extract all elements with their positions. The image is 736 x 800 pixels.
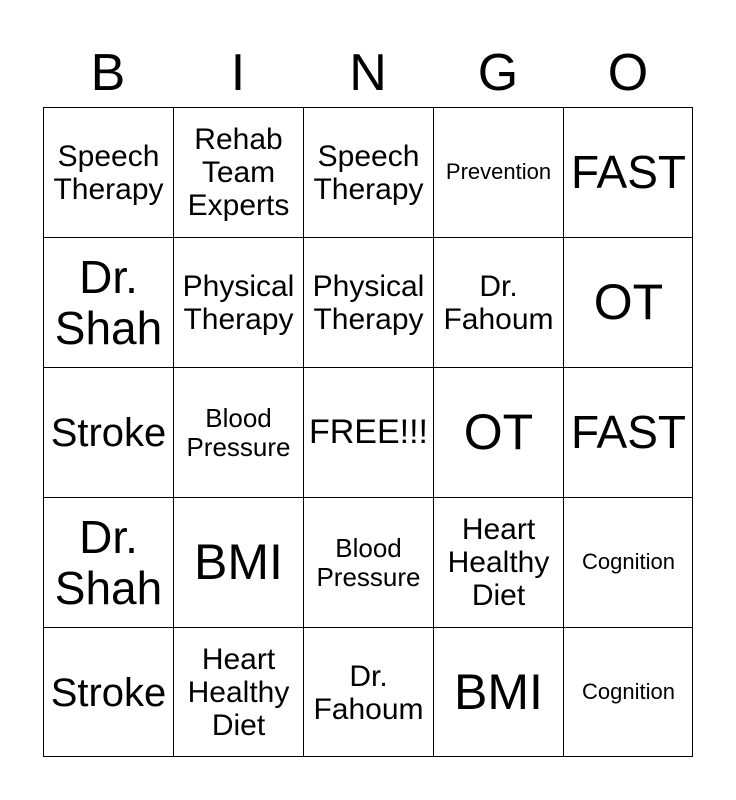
bingo-cell[interactable] — [433, 237, 563, 367]
cell-text: FREE!!! — [308, 412, 429, 451]
cell-text: BMI — [194, 534, 283, 590]
bingo-cell[interactable] — [43, 367, 173, 497]
bingo-cell[interactable] — [43, 237, 173, 367]
cell-text: Cognition — [582, 549, 675, 575]
bingo-cell[interactable] — [433, 367, 563, 497]
free-space-cell[interactable] — [303, 367, 433, 497]
cell-text: BMI — [454, 664, 543, 720]
cell-text: Blood Pressure — [186, 402, 291, 462]
cell-text: Stroke — [50, 670, 167, 715]
bingo-cell[interactable] — [303, 107, 433, 237]
bingo-header — [43, 40, 693, 106]
cell-text: Speech Therapy — [53, 139, 164, 206]
cell-text: Dr. Fahoum — [313, 659, 424, 726]
cell-text: FAST — [570, 146, 687, 199]
cell-text: Physical Therapy — [312, 269, 425, 336]
bingo-cell[interactable] — [433, 627, 563, 757]
cell-text: Physical Therapy — [182, 269, 295, 336]
cell-text: Heart Healthy Diet — [187, 643, 290, 742]
cell-text: Dr. Fahoum — [443, 269, 554, 336]
cell-text: Dr. Shah — [54, 250, 163, 354]
header-letter-i: I — [230, 44, 246, 102]
cell-text: Dr. Shah — [54, 510, 163, 614]
bingo-grid — [43, 107, 693, 757]
bingo-cell[interactable] — [43, 497, 173, 627]
bingo-cell[interactable] — [173, 367, 303, 497]
cell-text: Speech Therapy — [313, 139, 424, 206]
cell-text: Prevention — [445, 159, 552, 185]
bingo-cell[interactable] — [303, 237, 433, 367]
bingo-cell[interactable] — [433, 107, 563, 237]
cell-text: OT — [463, 404, 534, 460]
bingo-cell[interactable] — [43, 627, 173, 757]
cell-text: Rehab Team Experts — [187, 123, 290, 222]
cell-text: FAST — [570, 406, 687, 459]
cell-text: OT — [593, 274, 664, 330]
bingo-cell[interactable] — [173, 237, 303, 367]
header-letter-o: O — [607, 44, 649, 102]
header-letter-g: G — [477, 44, 519, 102]
bingo-cell[interactable] — [563, 237, 693, 367]
bingo-cell[interactable] — [303, 627, 433, 757]
bingo-cell[interactable] — [563, 367, 693, 497]
cell-text: Stroke — [50, 410, 167, 455]
bingo-cell[interactable] — [563, 627, 693, 757]
cell-text: Heart Healthy Diet — [447, 513, 550, 612]
header-letter-b: B — [90, 44, 126, 102]
bingo-cell[interactable] — [563, 497, 693, 627]
bingo-cell[interactable] — [303, 497, 433, 627]
header-letter-n: N — [349, 44, 387, 102]
bingo-cell[interactable] — [433, 497, 563, 627]
bingo-cell[interactable] — [173, 627, 303, 757]
cell-text: Cognition — [582, 679, 675, 705]
bingo-cell[interactable] — [173, 107, 303, 237]
bingo-cell[interactable] — [563, 107, 693, 237]
cell-text: Blood Pressure — [316, 532, 421, 592]
bingo-cell[interactable] — [173, 497, 303, 627]
bingo-cell[interactable] — [43, 107, 173, 237]
